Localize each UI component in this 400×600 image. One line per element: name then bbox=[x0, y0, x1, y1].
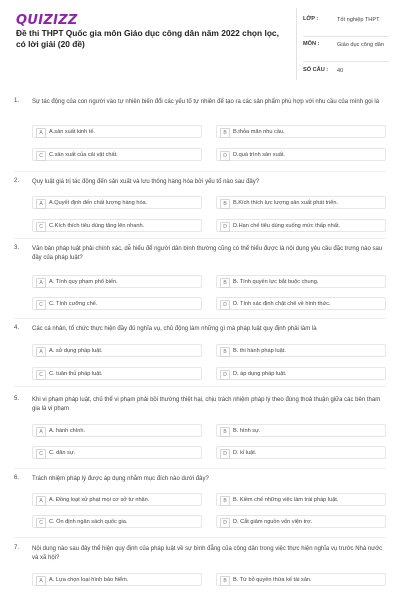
meta-class-label: LỚP : bbox=[303, 16, 319, 22]
option-b[interactable] bbox=[216, 196, 386, 209]
option-letter: A bbox=[36, 278, 46, 288]
option-text: B. hình sự. bbox=[233, 428, 261, 434]
document-title: Đề thi THPT Quốc gia môn Giáo dục công dân năm 2022 chọn lọc, có lời giải (20 đề) bbox=[16, 28, 279, 49]
option-a[interactable] bbox=[32, 125, 202, 138]
question-text: Khi vi phạm pháp luật, chủ thể vi phạm phải bồi thường thiệt hại, chịu trách nhiệm pháp lý theo đúng thoả thuận giữa các bên tham gia là vi phạm bbox=[32, 397, 381, 412]
option-text: D. áp dụng pháp luật. bbox=[233, 371, 287, 377]
option-c[interactable] bbox=[32, 515, 202, 528]
option-letter: B bbox=[220, 278, 230, 288]
option-letter: A bbox=[36, 576, 46, 586]
question-number: 1. bbox=[14, 98, 20, 104]
question-text: Văn bản pháp luật phải chính xác, dễ hiểu để người dân bình thường cũng có thể hiểu được là nội dung yêu cầu đặc trưng nào sau đây của pháp luật? bbox=[32, 246, 383, 261]
option-a[interactable] bbox=[32, 196, 202, 209]
option-a[interactable] bbox=[32, 424, 202, 437]
question-number: 7. bbox=[14, 545, 20, 551]
meta-count-label: SỐ CÂU : bbox=[303, 67, 329, 73]
option-letter: C bbox=[36, 222, 46, 232]
option-d[interactable] bbox=[216, 446, 386, 459]
question-number: 2. bbox=[14, 178, 20, 184]
option-b[interactable] bbox=[216, 275, 386, 288]
option-text: A. hành chính. bbox=[49, 428, 86, 434]
question-text: Quy luật giá trị tác động đến sản xuất và lưu thông hàng hóa bởi yếu tố nào sau đây? bbox=[32, 179, 260, 185]
option-b[interactable] bbox=[216, 125, 386, 138]
option-text: C.Kích thích tiêu dùng tăng lên nhanh. bbox=[49, 223, 145, 229]
option-c[interactable] bbox=[32, 148, 202, 161]
option-text: C.sản xuất của cải vật chất. bbox=[49, 152, 118, 158]
option-letter: D bbox=[220, 222, 230, 232]
option-text: D.quá trình sản xuất. bbox=[233, 152, 285, 158]
option-d[interactable] bbox=[216, 367, 386, 380]
option-text: B.Kích thích lực lượng sản xuất phát triển. bbox=[233, 200, 339, 206]
question-number: 5. bbox=[14, 396, 20, 402]
option-text: A. Đồng loạt xử phạt mọi cơ sở tư nhân. bbox=[49, 497, 150, 503]
option-letter: A bbox=[36, 128, 46, 138]
option-b[interactable] bbox=[216, 493, 386, 506]
option-a[interactable] bbox=[32, 344, 202, 357]
meta-class-value: Tốt nghiệp THPT bbox=[337, 17, 380, 23]
option-c[interactable] bbox=[32, 219, 202, 232]
option-a[interactable] bbox=[32, 573, 202, 586]
question-divider bbox=[14, 386, 386, 387]
option-d[interactable] bbox=[216, 148, 386, 161]
question-number: 4. bbox=[14, 325, 20, 331]
worksheet-header bbox=[0, 0, 400, 86]
option-letter: B bbox=[220, 199, 230, 209]
option-c[interactable] bbox=[32, 367, 202, 380]
option-d[interactable] bbox=[216, 515, 386, 528]
option-d[interactable] bbox=[216, 219, 386, 232]
option-c[interactable] bbox=[32, 297, 202, 310]
option-c[interactable] bbox=[32, 446, 202, 459]
meta-subject-label: MÔN : bbox=[303, 41, 320, 47]
option-text: A. sử dụng pháp luật. bbox=[49, 348, 103, 354]
question-divider bbox=[14, 537, 386, 538]
option-letter: A bbox=[36, 347, 46, 357]
option-text: B. Kiềm chế những việc làm trái pháp luật. bbox=[233, 497, 339, 503]
option-text: A. Tính quy phạm phổ biến. bbox=[49, 279, 118, 285]
meta-divider bbox=[303, 36, 389, 37]
quizizz-logo: QUIZIZZ bbox=[16, 13, 78, 28]
question-number: 6. bbox=[14, 475, 20, 481]
question-text: Các cá nhân, tổ chức thực hiện đầy đủ nghĩa vụ, chủ động làm những gì mà pháp luật quy định phải làm là bbox=[32, 326, 317, 332]
option-letter: C bbox=[36, 370, 46, 380]
option-text: C. dân sự. bbox=[49, 450, 76, 456]
question-text: Trách nhiệm pháp lý được áp dụng nhằm mục đích nào dưới đây? bbox=[32, 476, 209, 482]
option-text: A.sản xuất kinh tế. bbox=[49, 129, 96, 135]
option-letter: D bbox=[220, 449, 230, 459]
meta-subject-value: Giáo dục công dân bbox=[337, 42, 384, 48]
option-text: A. Lựa chọn loại hình bảo hiểm. bbox=[49, 577, 129, 583]
option-letter: A bbox=[36, 427, 46, 437]
option-letter: D bbox=[220, 518, 230, 528]
meta-divider bbox=[303, 61, 389, 62]
question-text: Sự tác động của con người vào tự nhiên biến đổi các yếu tố tự nhiên để tạo ra các sản phẩm phù hợp với nhu cầu của mình gọi là bbox=[32, 99, 380, 105]
option-letter: D bbox=[220, 151, 230, 161]
question-number: 3. bbox=[14, 245, 20, 251]
option-letter: A bbox=[36, 199, 46, 209]
option-b[interactable] bbox=[216, 424, 386, 437]
option-letter: D bbox=[220, 370, 230, 380]
option-text: C. Tính cưỡng chế. bbox=[49, 301, 98, 307]
question-divider bbox=[14, 171, 386, 172]
option-a[interactable] bbox=[32, 275, 202, 288]
meta-count-value: 40 bbox=[337, 68, 344, 74]
option-text: D.Hạn chế tiêu dùng xuống mức thấp nhất. bbox=[233, 223, 340, 229]
option-letter: C bbox=[36, 151, 46, 161]
option-letter: C bbox=[36, 449, 46, 459]
option-letter: A bbox=[36, 496, 46, 506]
option-text: B. Từ bỏ quyền thừa kế tài sản. bbox=[233, 577, 312, 583]
option-text: B.thỏa mãn nhu cầu. bbox=[233, 129, 285, 135]
question-divider bbox=[14, 468, 386, 469]
option-text: C. tuân thủ pháp luật. bbox=[49, 371, 103, 377]
question-divider bbox=[14, 318, 386, 319]
option-letter: B bbox=[220, 128, 230, 138]
option-b[interactable] bbox=[216, 344, 386, 357]
option-letter: C bbox=[36, 300, 46, 310]
option-letter: C bbox=[36, 518, 46, 528]
option-text: D. Tính xác định chặt chẽ về hình thức. bbox=[233, 301, 331, 307]
option-text: B. Tính quyền lực bắt buộc chung. bbox=[233, 279, 319, 285]
option-b[interactable] bbox=[216, 573, 386, 586]
question-text: Nội dung nào sau đây thể hiện quy định của pháp luật về sự bình đẳng của công dân trong việc thực hiện nghĩa vụ trước Nhà nước và xã hội? bbox=[32, 546, 383, 561]
option-text: A.Quyết định đến chất lượng hàng hóa. bbox=[49, 200, 148, 206]
option-text: D. kỉ luật. bbox=[233, 450, 257, 456]
option-letter: B bbox=[220, 427, 230, 437]
option-text: B. thi hành pháp luật. bbox=[233, 348, 286, 354]
option-a[interactable] bbox=[32, 493, 202, 506]
option-text: C. Ổn định ngân sách quốc gia. bbox=[49, 519, 128, 525]
option-letter: D bbox=[220, 300, 230, 310]
option-letter: B bbox=[220, 496, 230, 506]
option-letter: B bbox=[220, 347, 230, 357]
option-letter: B bbox=[220, 576, 230, 586]
option-text: D. Cắt giảm nguồn vốn viện trợ. bbox=[233, 519, 313, 525]
header-divider bbox=[296, 8, 297, 80]
option-d[interactable] bbox=[216, 297, 386, 310]
question-divider bbox=[14, 238, 386, 239]
